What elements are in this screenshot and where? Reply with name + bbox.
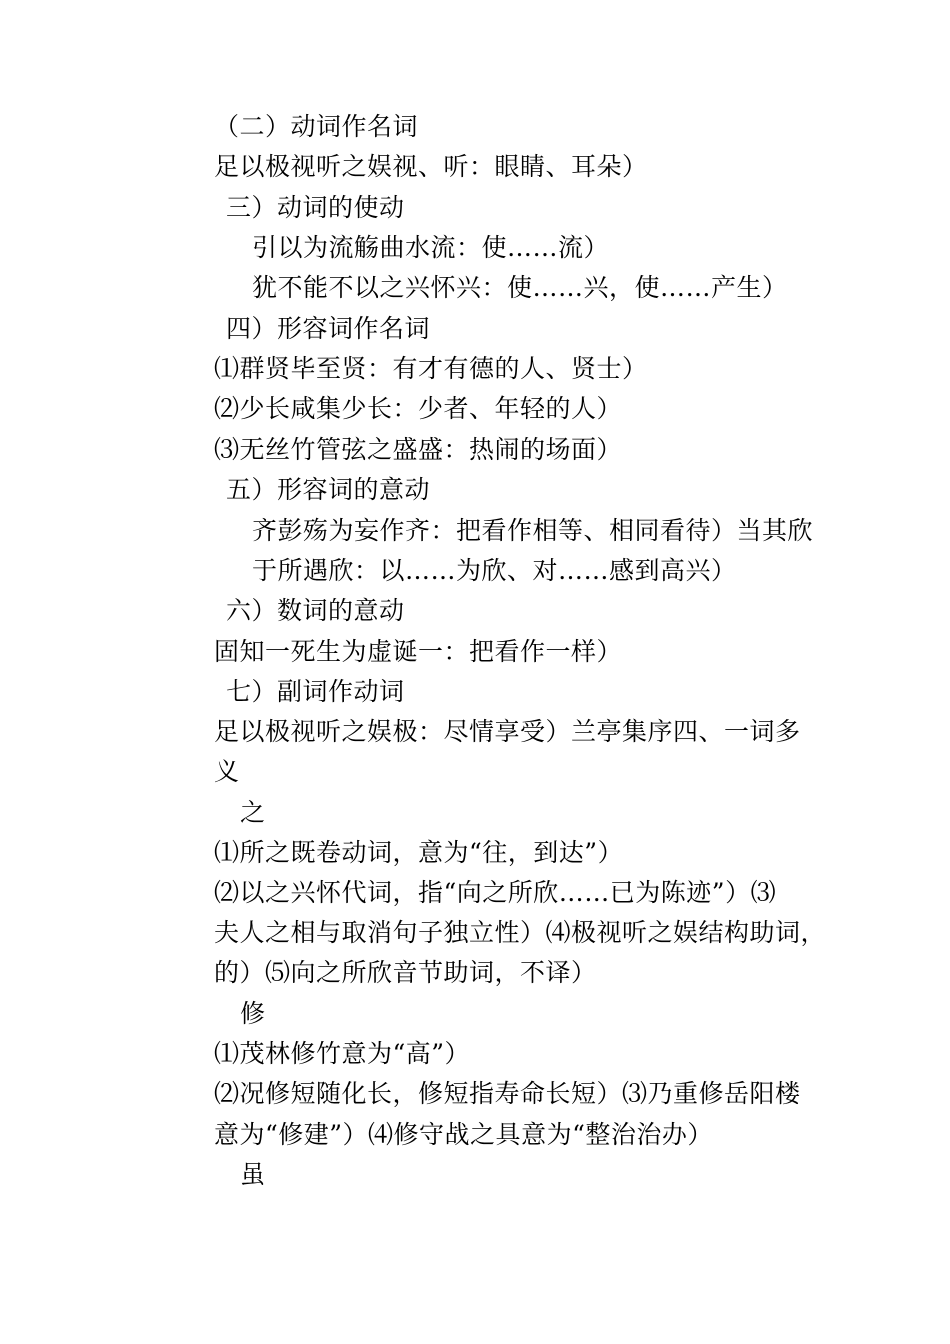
text-line: 于所遇欣：以……为欣、对……感到高兴） bbox=[252, 556, 737, 585]
text-line: 引以为流觞曲水流：使……流） bbox=[252, 233, 610, 262]
text-line: ⑵以之兴怀代词，指“向之所欣……已为陈迹”）⑶ bbox=[214, 878, 777, 907]
text-line: ⑵况修短随化长，修短指寿命长短）⑶乃重修岳阳楼 bbox=[214, 1079, 801, 1108]
text-line: 犹不能不以之兴怀兴：使……兴，使……产生） bbox=[252, 273, 788, 302]
text-line: ⑴所之既卷动词，意为“往，到达”） bbox=[214, 838, 624, 867]
text-line: 的）⑸向之所欣音节助词，不译） bbox=[214, 958, 597, 987]
text-line: ⑶无丝竹管弦之盛盛：热闹的场面） bbox=[214, 435, 623, 464]
heading-adjective-putative: 五）形容词的意动 bbox=[226, 475, 431, 504]
text-line: ⑴群贤毕至贤：有才有德的人、贤士） bbox=[214, 354, 648, 383]
heading-word-sui: 虽 bbox=[240, 1160, 266, 1189]
heading-word-xiu: 修 bbox=[240, 999, 266, 1028]
heading-adjective-as-noun: 四）形容词作名词 bbox=[226, 314, 431, 343]
heading-adverb-as-verb: 七）副词作动词 bbox=[226, 677, 405, 706]
text-line: 齐彭殇为妄作齐：把看作相等、相同看待）当其欣 bbox=[252, 516, 814, 545]
text-line: ⑴茂林修竹意为“高”） bbox=[214, 1039, 471, 1068]
heading-verb-causative: 三）动词的使动 bbox=[226, 193, 405, 222]
text-line: 足以极视听之娱视、听：眼睛、耳朵） bbox=[214, 152, 648, 181]
heading-numeral-putative: 六）数词的意动 bbox=[226, 596, 405, 625]
text-line: ⑵少长咸集少长：少者、年轻的人） bbox=[214, 394, 623, 423]
text-line: 义 bbox=[214, 757, 240, 786]
text-line: 足以极视听之娱极：尽情享受）兰亭集序四、一词多 bbox=[214, 717, 801, 746]
heading-verb-as-noun: （二）动词作名词 bbox=[214, 112, 419, 141]
heading-word-zhi: 之 bbox=[240, 798, 266, 827]
text-line: 夫人之相与取消句子独立性）⑷极视听之娱结构助词， bbox=[214, 918, 827, 947]
text-line: 固知一死生为虚诞一：把看作一样） bbox=[214, 637, 623, 666]
text-line: 意为“修建”）⑷修守战之具意为“整治治办） bbox=[214, 1120, 713, 1149]
